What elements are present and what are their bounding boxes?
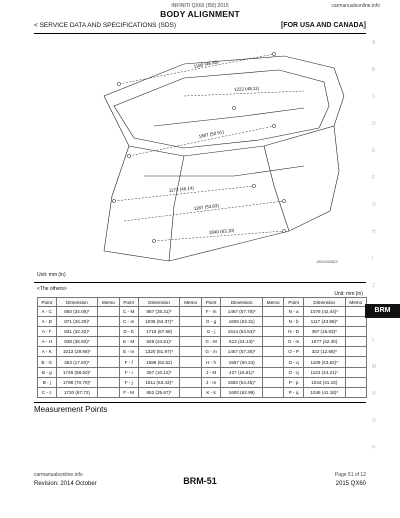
table-cell xyxy=(345,327,366,337)
table-cell xyxy=(263,387,284,397)
table-cell: B - j xyxy=(38,377,57,387)
table-cell: 1117 (43.98)* xyxy=(303,317,345,327)
table-cell xyxy=(98,327,119,337)
table-cell: A - D xyxy=(38,317,57,327)
table-cell: G - g xyxy=(201,317,221,327)
right-pillar xyxy=(330,126,339,211)
column-header: Point xyxy=(201,298,221,307)
table-cell xyxy=(263,317,284,327)
table-cell xyxy=(180,387,201,397)
side-index-letter[interactable]: G xyxy=(372,202,376,208)
table-row xyxy=(38,367,367,377)
table-cell: B - G xyxy=(38,357,57,367)
sds-table xyxy=(37,297,367,398)
table-cell xyxy=(345,387,366,397)
column-header: Dimension xyxy=(56,298,98,307)
column-header: Memo xyxy=(180,298,201,307)
side-index-letter[interactable]: J xyxy=(372,283,375,289)
table-cell xyxy=(180,327,201,337)
region-label: [FOR USA AND CANADA] xyxy=(280,22,366,29)
table-row xyxy=(38,357,367,367)
table-cell xyxy=(180,307,201,317)
table-cell: 397 (15.63)* xyxy=(303,327,345,337)
section-title: < SERVICE DATA AND SPECIFICATIONS (SDS) xyxy=(34,22,177,29)
side-index-letter[interactable]: N xyxy=(372,391,376,397)
table-cell: 1467 (57.76)* xyxy=(221,307,263,317)
table-cell: 1606 (63.31) xyxy=(221,317,263,327)
table-cell: 887 (35.31)* xyxy=(138,307,180,317)
table-cell xyxy=(345,347,366,357)
table-cell: 613 (24.13)* xyxy=(221,337,263,347)
table-cell: H - h xyxy=(201,357,221,367)
table-cell: J - m xyxy=(201,377,221,387)
side-index-letter[interactable]: F xyxy=(372,175,376,181)
table-cell: G - j xyxy=(201,327,221,337)
table-cell: 1720 (67.72) xyxy=(56,387,98,397)
point-marker xyxy=(127,154,130,157)
header-divider xyxy=(34,33,366,34)
dimension-label-2: 1887 (50.91) xyxy=(198,129,225,139)
table-cell: C - m xyxy=(119,317,138,327)
side-index-letter[interactable]: P xyxy=(372,445,376,451)
table-cell: 1044 (41.10) xyxy=(303,377,345,387)
table-cell: 427 (16.81)* xyxy=(221,367,263,377)
table-body xyxy=(38,307,367,398)
table-cell xyxy=(180,357,201,367)
point-marker xyxy=(282,229,285,232)
table-cell: 1583 (54.45)* xyxy=(221,377,263,387)
table-cell: B - g xyxy=(38,367,57,377)
table-cell xyxy=(98,377,119,387)
table-cell: G - M xyxy=(201,337,221,347)
table-cell: 938 (36.93)* xyxy=(56,337,98,347)
table-cell: 1046 (41.18)* xyxy=(303,387,345,397)
table-cell: C - M xyxy=(119,307,138,317)
table-cell xyxy=(263,337,284,347)
top-meta-site: carmanualsonline.info xyxy=(331,3,380,9)
table-cell: N - a xyxy=(284,307,304,317)
table-row xyxy=(38,387,367,397)
side-index-letter[interactable]: M xyxy=(372,364,377,370)
side-index-letter[interactable]: A xyxy=(372,40,376,46)
body-alignment-diagram xyxy=(34,36,366,268)
dimension-label-4: 1187 (53.83) xyxy=(193,202,220,211)
side-index-letter[interactable]: H xyxy=(372,229,376,235)
table-cell xyxy=(180,347,201,357)
table-cell: F - M xyxy=(119,387,138,397)
table-cell: 652 (25.67)* xyxy=(138,387,180,397)
table-cell xyxy=(345,307,366,317)
table-cell: 1588 (62.52) xyxy=(138,357,180,367)
column-header: Memo xyxy=(98,298,119,307)
table-cell xyxy=(263,377,284,387)
table-cell: F - j xyxy=(119,377,138,387)
table-cell: P - p xyxy=(284,377,304,387)
table-cell: 1614 (63.54)* xyxy=(221,327,263,337)
dimension-label-6: 1222 (48.11) xyxy=(233,85,260,92)
table-cell: A - C xyxy=(38,307,57,317)
table-row xyxy=(38,317,367,327)
point-marker xyxy=(112,199,115,202)
column-header: Dimension xyxy=(138,298,180,307)
table-row xyxy=(38,337,367,347)
side-index-letter[interactable]: E xyxy=(372,148,376,154)
table-cell: 1798 (70.79)* xyxy=(56,377,98,387)
point-marker xyxy=(152,239,155,242)
upper-body-outline xyxy=(104,56,344,156)
table-cell xyxy=(98,367,119,377)
table-cell: 453 (17.83)* xyxy=(56,357,98,367)
dimension-label-1: 1180 (46.46) xyxy=(193,59,219,69)
footer-site: carmanualsonline.info xyxy=(34,472,83,478)
table-cell: 1077 (42.40) xyxy=(303,337,345,347)
table-cell: N - b xyxy=(284,317,304,327)
table-cell: N - D xyxy=(284,327,304,337)
table-cell: 1457 (57.36)* xyxy=(221,347,263,357)
rear-pillar xyxy=(264,146,289,231)
table-cell: 322 (12.68)* xyxy=(303,347,345,357)
table-cell xyxy=(98,387,119,397)
diagram-svg xyxy=(34,36,366,268)
table-cell: 871 (34.29)* xyxy=(56,317,98,327)
center-pillar xyxy=(169,156,184,261)
side-index-letter[interactable]: C xyxy=(372,94,376,100)
table-cell: 1611 (63.43)* xyxy=(138,377,180,387)
table-cell xyxy=(180,377,201,387)
diagram-unit-label: Unit: mm (in) xyxy=(37,272,66,278)
table-cell xyxy=(180,367,201,377)
table-cell: O - q xyxy=(284,357,304,367)
column-header: Memo xyxy=(263,298,284,307)
table-cell: 1123 (44.21)* xyxy=(303,367,345,377)
table-cell: C - c xyxy=(38,387,57,397)
table-cell: 1719 (67.68) xyxy=(138,327,180,337)
table-row xyxy=(38,327,367,337)
table-row xyxy=(38,377,367,387)
table-cell xyxy=(263,327,284,337)
table-row xyxy=(38,307,367,317)
point-marker xyxy=(272,52,275,55)
table-row xyxy=(38,347,367,357)
section-divider xyxy=(34,402,366,403)
table-cell: D - E xyxy=(119,327,138,337)
column-header: Dimension xyxy=(303,298,345,307)
top-meta-model: INFINITI QX60 (I50) 2015 xyxy=(171,3,229,9)
table-divider xyxy=(34,282,366,283)
table-cell: K - k xyxy=(201,387,221,397)
table-cell xyxy=(345,367,366,377)
side-index-letter[interactable]: O xyxy=(372,418,376,424)
table-cell: E - M xyxy=(119,337,138,347)
table-cell: 1108 (43.62)* xyxy=(303,357,345,367)
table-unit-label: Unit: mm (in) xyxy=(334,291,363,297)
measurement-points-title: Measurement Points xyxy=(34,405,108,414)
table-cell: A - H xyxy=(38,337,57,347)
dimension-label-3: 1172 (46.14) xyxy=(168,185,195,193)
table-cell: A - F xyxy=(38,327,57,337)
cross-member xyxy=(154,108,304,126)
table-cell xyxy=(263,367,284,377)
diagram-image-code: JSKIA3458ZZ xyxy=(316,260,338,264)
point-marker xyxy=(252,184,255,187)
table-cell: 1600 (62.99) xyxy=(221,387,263,397)
table-cell: G - m xyxy=(201,347,221,357)
table-cell: O - q xyxy=(284,367,304,377)
table-cell xyxy=(345,337,366,347)
table-cell: 1567 (60.24) xyxy=(221,357,263,367)
footer-revision: Revision: 2014 October xyxy=(34,481,97,487)
point-marker xyxy=(282,199,285,202)
side-index-letter[interactable]: I xyxy=(372,256,374,262)
dimension-line-1 xyxy=(119,54,274,84)
footer-page-code: BRM-51 xyxy=(183,476,217,486)
column-header: Point xyxy=(119,298,138,307)
dimension-label-5: 1840 (63.10) xyxy=(208,227,235,235)
table-cell: O - P xyxy=(284,347,304,357)
table-cell: E - m xyxy=(119,347,138,357)
point-marker xyxy=(117,82,120,85)
footer-page-count: Page 51 of 12 xyxy=(334,472,366,478)
column-header: Memo xyxy=(345,298,366,307)
table-cell: 257 (10.12)* xyxy=(138,367,180,377)
table-cell xyxy=(98,337,119,347)
table-cell xyxy=(345,357,366,367)
table-cell: 1320 (51.97)* xyxy=(138,347,180,357)
table-cell xyxy=(263,307,284,317)
table-cell xyxy=(345,317,366,327)
section-tab-brm[interactable]: BRM xyxy=(365,304,400,318)
floor-member xyxy=(144,166,304,176)
side-index-letter[interactable]: D xyxy=(372,121,376,127)
table-cell xyxy=(98,357,119,367)
column-header: Point xyxy=(38,298,57,307)
table-cell: J - M xyxy=(201,367,221,377)
table-cell: 1013 (39.88)* xyxy=(56,347,98,357)
column-header: Dimension xyxy=(221,298,263,307)
table-cell: F - i xyxy=(119,367,138,377)
left-front-pillar xyxy=(104,146,129,251)
table-cell xyxy=(263,357,284,367)
table-cell: 1078 (42.44)* xyxy=(303,307,345,317)
footer-model: 2015 QX60 xyxy=(335,481,366,487)
table-cell xyxy=(263,347,284,357)
table-cell xyxy=(180,337,201,347)
dimension-line-6 xyxy=(184,91,304,96)
table-cell: F - m xyxy=(201,307,221,317)
table-cell: 625 (24.61)* xyxy=(138,337,180,347)
table-cell: 1035 (64.37)* xyxy=(138,317,180,327)
table-cell: P - q xyxy=(284,387,304,397)
section-header xyxy=(34,22,366,32)
table-cell xyxy=(180,317,201,327)
table-cell: 831 (32.32)* xyxy=(56,327,98,337)
table-cell: F - f xyxy=(119,357,138,367)
table-cell xyxy=(345,377,366,387)
table-header-row xyxy=(38,298,367,307)
column-header: Point xyxy=(284,298,304,307)
side-index-letter[interactable]: B xyxy=(372,67,376,73)
table-cell: O - m xyxy=(284,337,304,347)
table-cell: 1746 (68.50)* xyxy=(56,367,98,377)
table-cell: 850 (34.06)* xyxy=(56,307,98,317)
others-label: <The others> xyxy=(37,286,67,292)
side-index-letter[interactable]: L xyxy=(372,337,375,343)
table-cell xyxy=(98,347,119,357)
table-cell: A - K xyxy=(38,347,57,357)
point-marker xyxy=(272,124,275,127)
point-marker xyxy=(232,106,235,109)
table-cell xyxy=(98,317,119,327)
table-cell xyxy=(98,307,119,317)
page-title: BODY ALIGNMENT xyxy=(160,9,240,19)
